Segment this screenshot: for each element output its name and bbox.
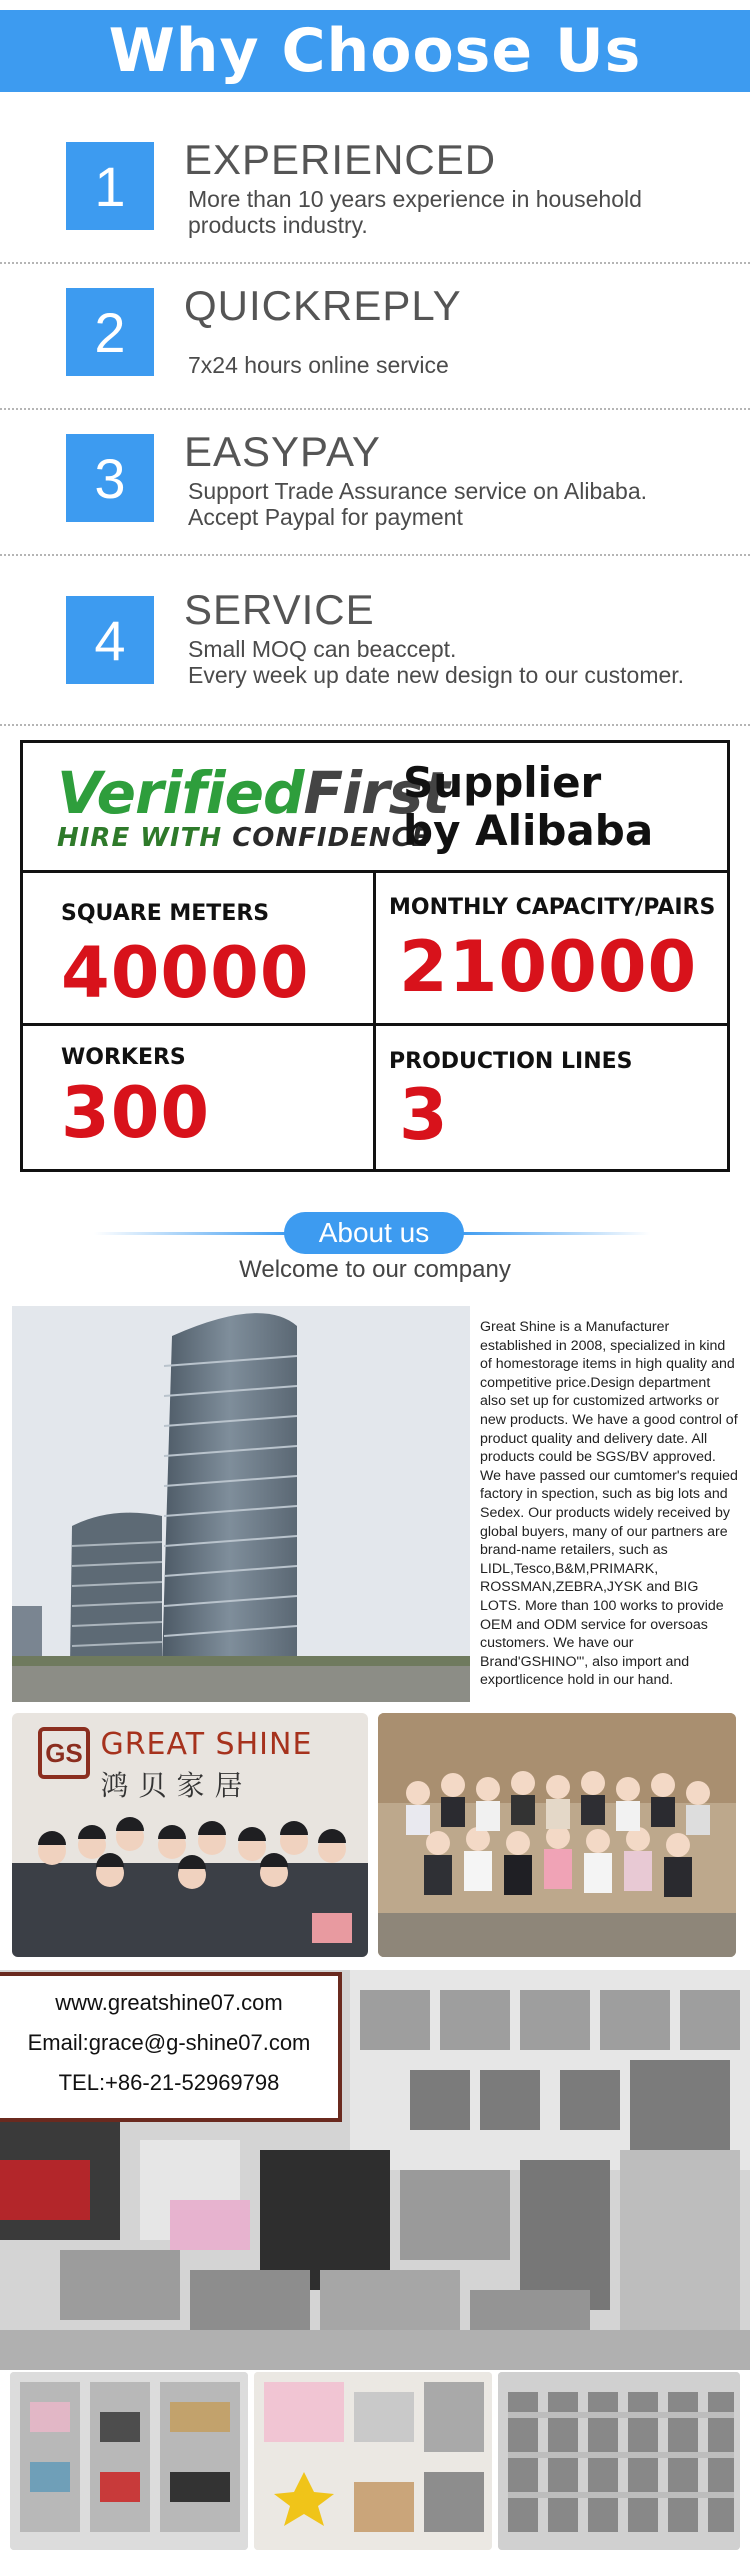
tagline-part: HIRE WITH [57,823,223,853]
company-name-en: GREAT SHINE [100,1727,313,1762]
product-illustration-2 [254,2372,492,2550]
verified-first-logo [57,759,449,853]
product-illustration-3 [498,2372,740,2550]
supplier-line: Supplier [403,758,602,807]
about-divider-left [94,1232,290,1235]
feature-description [188,352,708,378]
feature-number: 3 [66,434,154,522]
product-illustration-1 [10,2372,248,2550]
stat-production-lines [389,1049,633,1156]
logo-verified-text: Verified [57,759,304,827]
page-title-banner [0,10,750,92]
feature-item [0,556,750,726]
stat-label: WORKERS [61,1045,186,1070]
stat-value: 40000 [61,932,310,1014]
about-us-heading: About us [284,1212,464,1254]
feature-item [0,118,750,264]
feature-line: products industry. [188,212,368,238]
gs-logo-mark: GS [38,1727,90,1779]
company-name-cn: 鸿贝家居 [100,1770,253,1801]
product-photo-racks [498,2372,740,2550]
feature-line: Small MOQ can beaccept. [188,636,457,662]
logo-first-text: First [303,759,449,827]
stat-square-meters [61,901,310,1014]
feature-line: Every week up date new design to our customer. [188,662,685,688]
stat-label: SQUARE METERS [61,901,270,926]
feature-line: More than 10 years experience in household [188,186,642,212]
feature-line: Accept Paypal for payment [188,504,463,530]
email-link[interactable]: Email:grace@g-shine07.com [27,2030,311,2055]
product-photo-display [254,2372,492,2550]
welcome-text: Welcome to our company [239,1256,511,1283]
team-illustration [12,1713,368,1957]
stat-workers [61,1045,210,1154]
stat-value: 300 [61,1072,211,1154]
feature-number: 2 [66,288,154,376]
stat-label: PRODUCTION LINES [389,1049,633,1074]
stat-value: 210000 [399,926,698,1008]
feature-title: SERVICE [184,586,375,633]
company-building-photo [12,1306,470,1702]
feature-item [0,410,750,556]
verified-supplier-table [20,740,730,1172]
page-title: Why Choose Us [108,16,642,86]
stat-monthly-capacity [389,895,715,1008]
feature-number: 4 [66,596,154,684]
stat-value: 3 [399,1074,449,1156]
building-illustration [12,1306,470,1702]
supplier-line: by Alibaba [403,806,654,855]
phone-number[interactable]: TEL:+86-21-52969798 [58,2070,280,2095]
feature-description [188,186,708,238]
about-divider-right [460,1232,650,1235]
feature-line: Support Trade Assurance service on Alibaba. [188,478,648,504]
feature-description [188,636,708,688]
team-photo-office [12,1713,368,1957]
group-illustration [378,1713,736,1957]
table-divider [373,873,376,1169]
stat-label: MONTHLY CAPACITY/PAIRS [389,895,716,920]
feature-title: EASYPAY [184,428,381,475]
contact-box [0,1972,342,2122]
team-photo-group [378,1713,736,1957]
verified-header [23,743,727,873]
table-divider [23,1023,727,1026]
feature-item [0,264,750,410]
tagline-part: CONFIDENCE [232,823,431,853]
website-link[interactable]: www.greatshine07.com [55,1990,283,2015]
product-photo-shelves [10,2372,248,2550]
company-intro-text: Great Shine is a Manufacturer established in 2008, specialized in kind of homestorage items in high quality and competitive price.Design department also set up for customized artworks or new products. We have a good control of product quality and delivery date. All products could be SGS/BV approved. We have passed our cumtomer's requied factory in spection, such as big lots and Sedex. Our products widely received by global buyers, many of our partners are brand-name retailers, such as LIDL,Tesco,B&M,PRIMARK, ROSSMAN,ZEBRA,JYSK and BIG LOTS. More than 100 works to provide OEM and ODM service for oversoas customers. We have our Brand'GSHINO"', also import and exportlicence hold in our hand. [480,1319,738,1689]
feature-number: 1 [66,142,154,230]
feature-title: QUICKREPLY [184,282,462,329]
supplier-heading [403,759,653,855]
feature-title: EXPERIENCED [184,136,497,183]
feature-line: 7x24 hours online service [188,352,449,378]
feature-description [188,478,708,530]
feature-list [0,118,750,726]
